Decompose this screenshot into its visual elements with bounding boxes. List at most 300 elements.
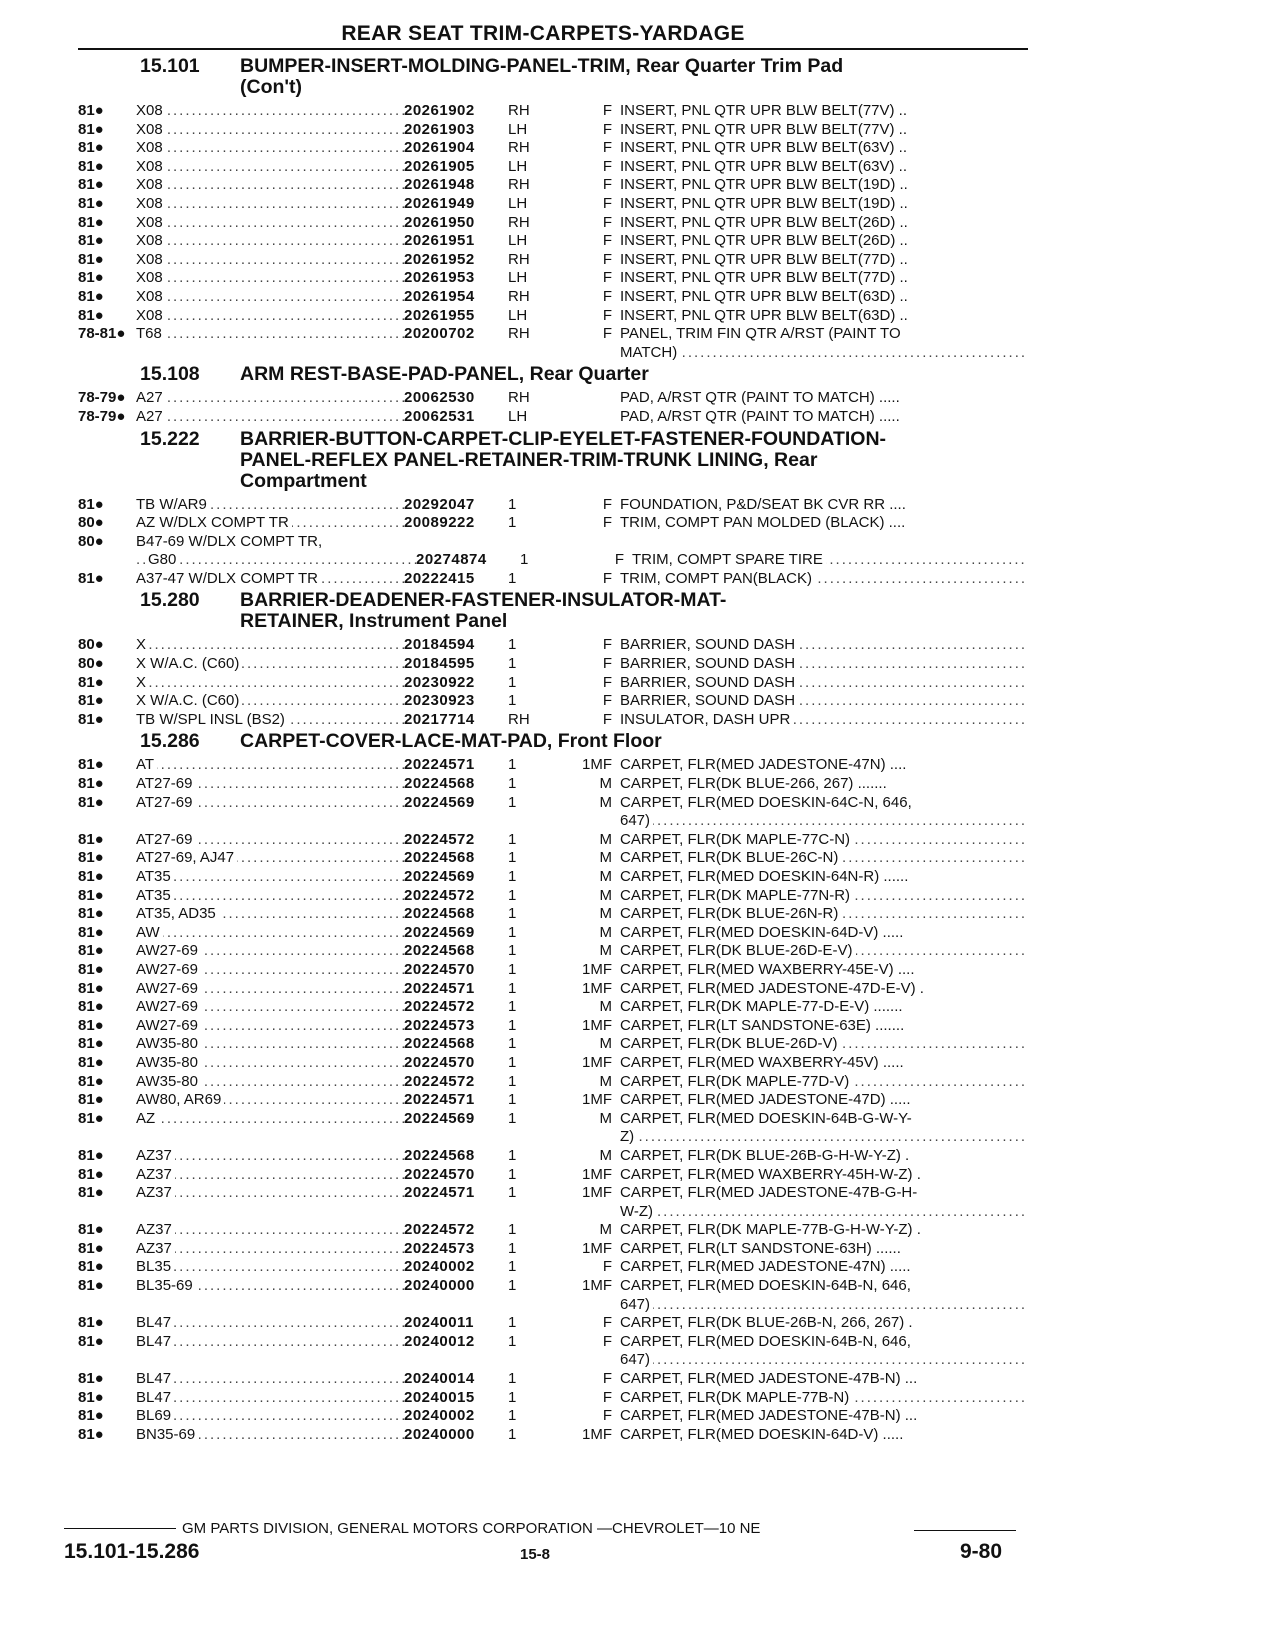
row-model-text: AZ37 [136,1184,175,1201]
row-code: F [602,325,612,343]
parts-row [78,496,1028,515]
row-description [620,1351,1028,1370]
row-qty: 1 [508,1407,517,1425]
row-description [620,1389,1028,1408]
row-model [136,1221,404,1240]
row-model [136,655,404,674]
parts-row [78,570,1028,589]
row-model-text: X08 [136,102,166,119]
row-description [620,1426,1028,1445]
row-model [136,232,404,251]
row-description-text: PAD, A/RST QTR (PAINT TO MATCH) ..... [620,389,903,406]
row-code: 1MF [582,960,612,978]
row-model-text: AT35 [136,868,174,885]
row-year: 81● [78,1332,104,1350]
section-heading [240,56,1000,98]
parts-row [78,775,1028,794]
row-qty: 1 [508,1221,517,1239]
row-description [620,1091,1028,1110]
row-description [620,1333,1028,1352]
row-part-number: 20240002 [404,1258,475,1276]
row-part-number: 20230923 [404,692,475,710]
parts-row [78,408,1028,427]
row-description [620,389,1028,408]
row-code: 1MF [582,1053,612,1071]
row-model-text: X W/A.C. (C60) [136,655,242,672]
row-description [620,849,1028,868]
row-model [136,139,404,158]
row-code: F [602,287,612,305]
row-description-text: BARRIER, SOUND DASH [620,674,798,691]
row-year: 81● [78,1239,104,1257]
parts-row [78,1203,1028,1222]
row-year [78,344,136,363]
row-description [620,942,1028,961]
row-qty: LH [508,194,528,212]
row-model-text: AT [136,756,157,773]
row-code: F [602,139,612,157]
parts-row [78,1370,1028,1389]
row-description-text: INSERT, PNL QTR UPR BLW BELT(77V) .. [620,102,910,119]
row-model-text: X08 [136,269,166,286]
row-qty: 1 [508,1388,517,1406]
row-model-text: AW27-69 [136,998,201,1015]
row-code: M [599,1221,612,1239]
row-year: 81● [78,793,104,811]
row-model [136,570,404,589]
parts-row [78,1351,1028,1370]
row-code: 1MF [582,1425,612,1443]
row-description [620,1054,1028,1073]
row-code: F [602,692,612,710]
row-code: M [599,849,612,867]
row-description [620,887,1028,906]
row-qty: 1 [508,1314,517,1332]
row-part-number: 20240000 [404,1425,475,1443]
row-code: F [602,176,612,194]
footer-rule-right [914,1530,1016,1531]
row-code: 1MF [582,1239,612,1257]
row-code: F [602,232,612,250]
row-code: M [599,1146,612,1164]
row-description [620,1314,1028,1333]
row-description [620,812,1028,831]
row-year: 81● [78,306,104,324]
row-code: F [602,306,612,324]
section-number: 15.108 [140,363,200,386]
section-heading-line: CARPET-COVER-LACE-MAT-PAD, Front Floor [240,730,662,753]
row-year: 80● [78,636,104,654]
parts-row [78,1166,1028,1185]
row-code: F [602,514,612,532]
row-description [620,1370,1028,1389]
row-qty: 1 [508,1035,517,1053]
row-description [620,307,1028,326]
row-description [620,1147,1028,1166]
row-code: F [602,710,612,728]
row-model-text: BL47 [136,1370,174,1387]
row-year: 81● [78,232,104,250]
row-description-text: CARPET, FLR(DK BLUE-26N-R) [620,905,841,922]
row-description [620,756,1028,775]
parts-row [78,794,1028,813]
row-model-text [136,344,139,361]
parts-row [78,1091,1028,1110]
row-part-number: 20224571 [404,979,475,997]
row-code [560,1351,620,1370]
row-code: M [599,775,612,793]
row-model-text: X08 [136,139,166,156]
row-code: F [602,250,612,268]
row-year: 81● [78,1165,104,1183]
row-description-text: CARPET, FLR(DK BLUE-26D-V) [620,1035,841,1052]
row-code: F [602,1407,612,1425]
row-year: 81● [78,905,104,923]
row-description [620,1203,1028,1222]
row-model [136,1166,404,1185]
row-code: M [599,1072,612,1090]
row-qty: 1 [508,1370,517,1388]
row-model-text: AW27-69 [136,961,201,978]
row-model [136,251,404,270]
row-description [620,1221,1028,1240]
row-qty: RH [508,176,530,194]
row-qty [504,1296,560,1315]
row-model [136,887,404,906]
row-model-text: AW27-69 [136,942,201,959]
parts-row [78,924,1028,943]
row-description-text: CARPET, FLR(DK MAPLE-77N-R) [620,887,853,904]
row-description [632,551,1028,570]
page-title: REAR SEAT TRIM-CARPETS-YARDAGE [341,22,745,45]
row-part-number: 20261950 [404,213,475,231]
section-title [78,731,1028,752]
row-model-text: TB W/SPL INSL (BS2) [136,711,288,728]
row-year: 81● [78,1277,104,1295]
row-model [136,775,404,794]
row-year: 81● [78,673,104,691]
row-model-text: AW35-80 [136,1073,201,1090]
row-description [620,674,1028,693]
section-number: 15.101 [140,55,200,77]
parts-row [78,176,1028,195]
row-qty: LH [508,232,528,250]
row-year: 81● [78,569,104,587]
row-part-number: 20230922 [404,673,475,691]
row-model [136,1296,404,1315]
row-model-text: AW27-69 [136,1017,201,1034]
row-description [620,711,1028,730]
row-description-text: PAD, A/RST QTR (PAINT TO MATCH) ..... [620,408,903,425]
row-description [620,961,1028,980]
row-description [620,533,1028,552]
row-description-text: CARPET, FLR(MED JADESTONE-47N) .... [620,756,909,773]
row-part-number: 20224572 [404,1221,475,1239]
parts-row [78,756,1028,775]
row-code: M [599,1035,612,1053]
row-code: F [602,269,612,287]
row-model [136,1035,404,1054]
row-part-number: 20224570 [404,1053,475,1071]
row-model [136,942,404,961]
row-description [620,1110,1028,1129]
row-qty: RH [508,389,530,407]
row-model [136,176,404,195]
row-model [136,1277,404,1296]
row-description [620,139,1028,158]
row-part-number [404,1351,504,1370]
row-model-text: AT27-69 [136,831,195,848]
row-qty: LH [508,157,528,175]
row-description-text: 647) [620,1351,653,1368]
row-code: F [602,1370,612,1388]
row-year: 81● [78,868,104,885]
section-heading [240,364,1000,385]
row-year [78,1296,136,1315]
row-year: 81● [78,830,104,848]
section-title [78,56,1028,98]
row-part-number: 20224568 [404,905,475,923]
row-qty: RH [508,139,530,157]
row-year: 81● [78,886,104,904]
parts-row [78,325,1028,344]
row-part-number: 20224569 [404,793,475,811]
parts-row [78,514,1028,533]
row-part-number: 20261953 [404,269,475,287]
row-model [136,1110,404,1129]
row-code: F [602,636,612,654]
row-year: 81● [78,1184,104,1202]
row-year: 81● [78,710,104,728]
parts-row [78,1184,1028,1203]
row-description-text: INSERT, PNL QTR UPR BLW BELT(63D) .. [620,307,911,324]
row-description [620,1017,1028,1036]
row-model-text [136,812,139,829]
row-description-text: CARPET, FLR(MED WAXBERRY-45H-W-Z) . [620,1166,924,1183]
row-year: 81● [78,176,104,194]
row-year: 81● [78,756,104,774]
row-model [136,674,404,693]
row-year: 81● [78,194,104,212]
row-code [560,1296,620,1315]
row-model-text: AZ37 [136,1240,175,1257]
row-year: 81● [78,1370,104,1388]
row-code: M [599,942,612,960]
row-description [620,1128,1028,1147]
parts-row [78,674,1028,693]
row-year: 81● [78,287,104,305]
row-qty: 1 [508,1239,517,1257]
row-qty: 1 [508,636,517,654]
row-code: F [602,157,612,175]
row-description-text: W-Z) [620,1203,656,1220]
row-part-number: 20261904 [404,139,475,157]
row-year: 81● [78,1388,104,1406]
row-year: 81● [78,495,104,513]
row-model-text: BL35 [136,1258,174,1275]
footer-rule-left [64,1528,176,1529]
row-qty: RH [508,325,530,343]
row-qty: LH [508,269,528,287]
row-model-text: X08 [136,288,166,305]
row-part-number: 20224572 [404,1072,475,1090]
row-part-number: 20184594 [404,636,475,654]
section-heading-line: (Con't) [240,76,303,98]
row-model-text: BL47 [136,1333,174,1350]
parts-row [78,961,1028,980]
row-qty: RH [508,287,530,305]
row-part-number: 20224571 [404,1091,475,1109]
catalog-page [78,22,1028,1444]
row-description [620,251,1028,270]
row-description-text: CARPET, FLR(MED JADESTONE-47D-E-V) . [620,980,927,997]
row-model [136,1184,404,1203]
row-code: M [599,793,612,811]
row-code [560,1128,620,1147]
row-model-text: BN35-69 [136,1426,198,1443]
row-code: M [599,830,612,848]
row-qty: 1 [508,979,517,997]
row-qty: 1 [508,942,517,960]
row-description [620,794,1028,813]
row-model-text: AZ37 [136,1221,175,1238]
row-description-text: CARPET, FLR(DK MAPLE-77B-N) [620,1389,852,1406]
row-description [620,1240,1028,1259]
row-qty: 1 [508,655,517,673]
row-part-number: 20240000 [404,1277,475,1295]
row-part-number: 20062530 [404,389,475,407]
row-description-text: BARRIER, SOUND DASH [620,692,798,709]
parts-row [78,868,1028,887]
footer-date: 9-80 [960,1540,1003,1563]
row-code: 1MF [582,756,612,774]
row-part-number: 20224569 [404,1109,475,1127]
row-description-text: CARPET, FLR(DK MAPLE-77B-G-H-W-Y-Z) . [620,1221,924,1238]
row-code: F [602,1314,612,1332]
row-qty: 1 [508,793,517,811]
row-year: 81● [78,849,104,867]
row-code: M [599,886,612,904]
row-model-text: AT27-69 [136,775,195,792]
row-model [136,980,404,999]
parts-row [78,1407,1028,1426]
row-year: 81● [78,1258,104,1276]
row-model-text: X08 [136,307,166,324]
row-year: 80● [78,655,104,673]
row-part-number: 20224570 [404,1165,475,1183]
row-part-number: 20217714 [404,710,475,728]
row-code: 1MF [582,1277,612,1295]
row-part-number: 20224570 [404,960,475,978]
row-model-text: AW35-80 [136,1054,201,1071]
row-year: 81● [78,1035,104,1053]
row-description-text: INSERT, PNL QTR UPR BLW BELT(26D) .. [620,214,911,231]
row-code: F [602,1258,612,1276]
row-qty: 1 [508,923,517,941]
row-model [136,195,404,214]
row-qty: 1 [508,569,517,587]
row-description-text [620,533,623,550]
row-part-number: 20224573 [404,1239,475,1257]
row-part-number: 20089222 [404,514,475,532]
row-qty: 1 [508,960,517,978]
row-part-number: 20261903 [404,120,475,138]
parts-row [78,1296,1028,1315]
parts-row [78,121,1028,140]
parts-row [78,389,1028,408]
row-description [620,158,1028,177]
section-title [78,429,1028,492]
row-model [136,756,404,775]
row-year: 81● [78,960,104,978]
row-model-text: AZ [136,1110,158,1127]
parts-row [78,1147,1028,1166]
row-model [136,389,404,408]
row-code: 1MF [582,1016,612,1034]
section-number: 15.222 [140,427,200,450]
row-description-text: CARPET, FLR(DK BLUE-26C-N) [620,849,841,866]
parts-row [78,831,1028,850]
row-model [136,408,404,427]
row-model [136,692,404,711]
row-code: M [599,1109,612,1127]
row-part-number [404,344,504,363]
row-model [136,849,404,868]
parts-row [78,636,1028,655]
row-model [136,307,404,326]
row-model [136,794,404,813]
row-qty: 1 [508,905,517,923]
row-description-text: CARPET, FLR(MED WAXBERRY-45E-V) .... [620,961,918,978]
parts-row [78,942,1028,961]
row-code: 1MF [582,979,612,997]
row-year: 81● [78,692,104,710]
row-qty: 1 [508,692,517,710]
row-part-number: 20261948 [404,176,475,194]
row-model-text: AW27-69 [136,980,201,997]
row-part-number [404,1128,504,1147]
parts-row [78,269,1028,288]
row-model-text: A37-47 W/DLX COMPT TR [136,570,321,587]
row-model [136,496,404,515]
row-model-text: AZ37 [136,1147,175,1164]
row-year: 81● [78,269,104,287]
parts-row [78,998,1028,1017]
row-model [136,1370,404,1389]
section-heading [240,429,1000,492]
row-code: F [602,495,612,513]
row-model [136,1147,404,1166]
row-description-text: INSULATOR, DASH UPR [620,711,793,728]
row-year: 81● [78,1109,104,1127]
row-description-text: INSERT, PNL QTR UPR BLW BELT(77V) .. [620,121,910,138]
row-description-text: CARPET, FLR(MED DOESKIN-64D-V) ..... [620,1426,906,1443]
row-code: F [602,213,612,231]
row-description-text: BARRIER, SOUND DASH [620,636,798,653]
row-description-text: INSERT, PNL QTR UPR BLW BELT(77D) .. [620,251,911,268]
row-description-text: CARPET, FLR(MED JADESTONE-47D) ..... [620,1091,914,1108]
row-description [620,214,1028,233]
row-year: 81● [78,998,104,1016]
row-qty: 1 [508,1277,517,1295]
row-model-text: A27 [136,408,166,425]
row-qty: 1 [508,1072,517,1090]
row-part-number: 20224573 [404,1016,475,1034]
row-model [136,514,404,533]
row-qty: 1 [508,1091,517,1109]
row-model [136,533,404,552]
row-description [620,905,1028,924]
